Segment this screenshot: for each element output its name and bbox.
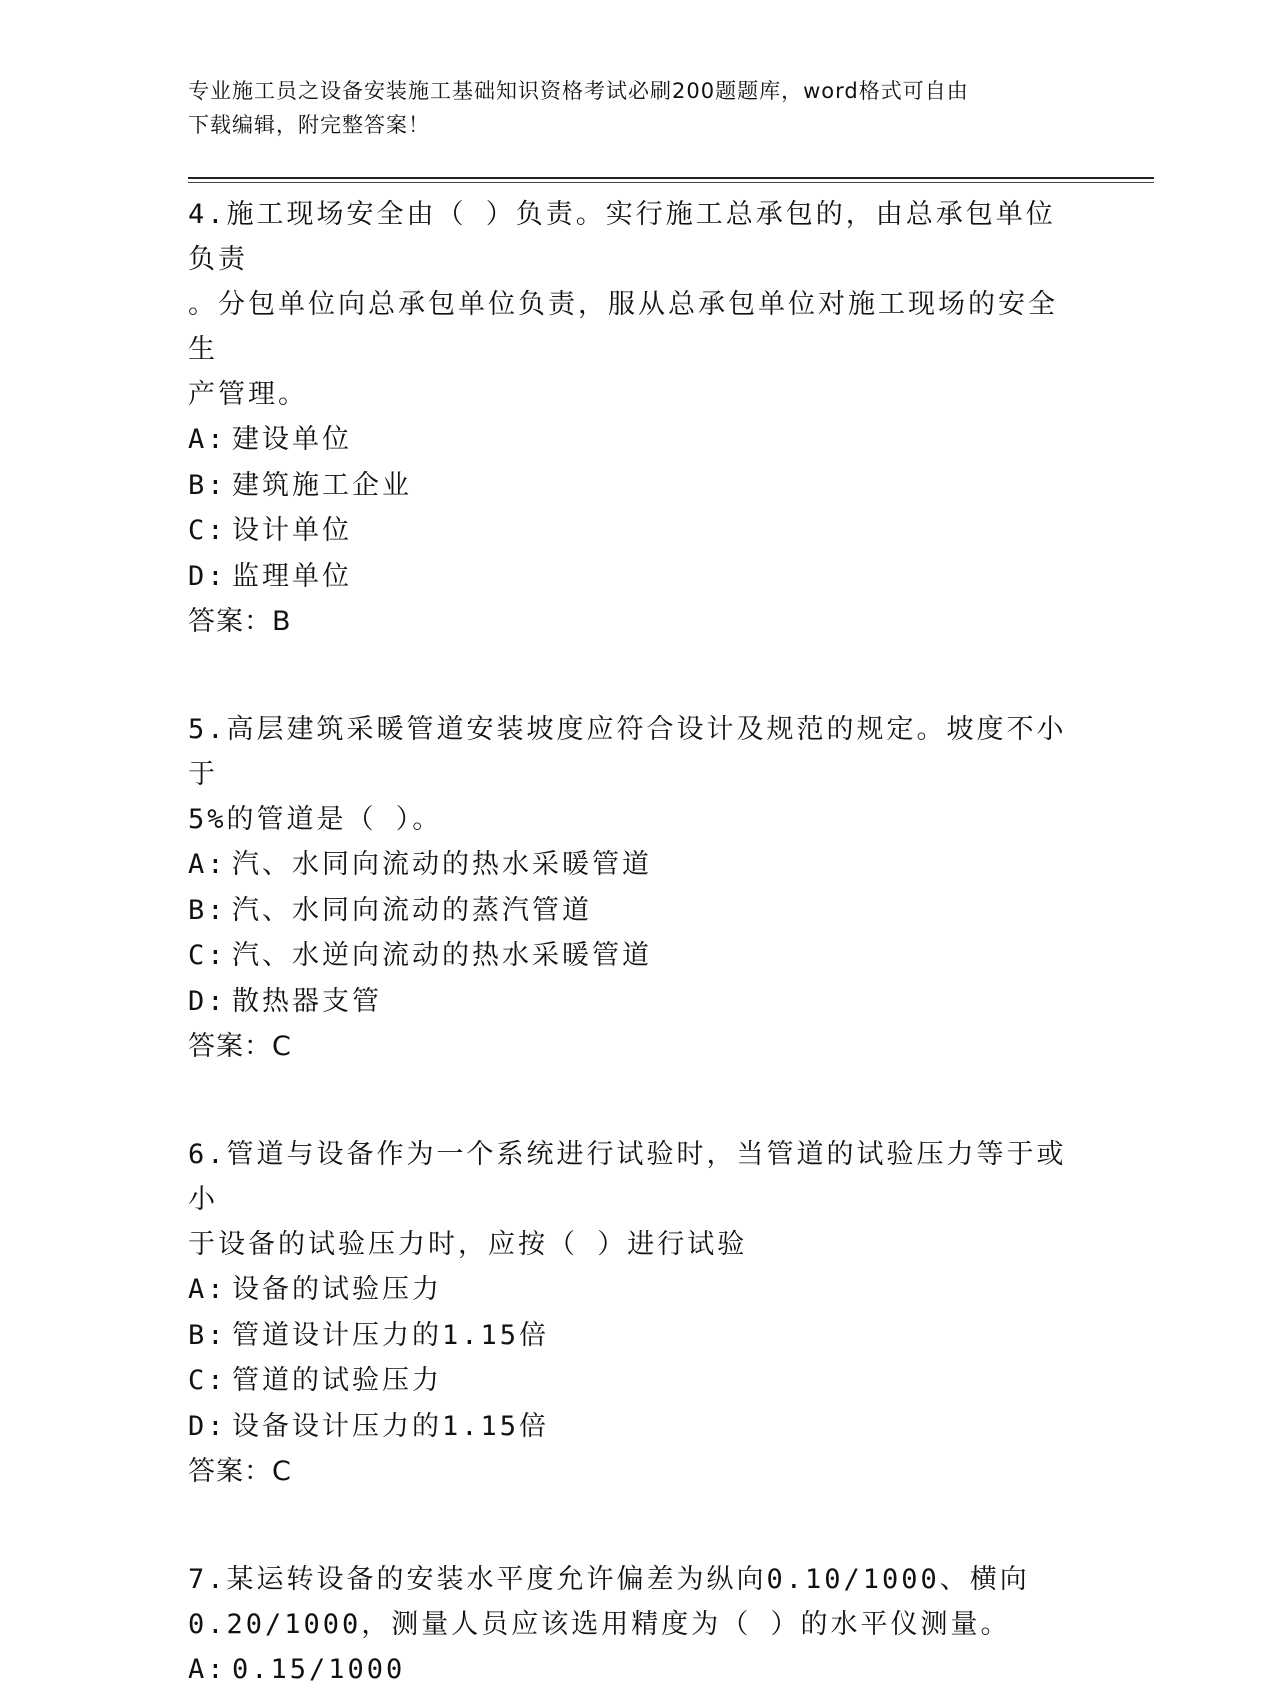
option-c: C: 设计单位 xyxy=(188,515,352,546)
question-6 xyxy=(188,1132,1088,1494)
question-gap xyxy=(188,1494,1088,1557)
header-line-2: 下载编辑，附完整答案！ xyxy=(188,113,430,137)
question-stem-line: 7.某运转设备的安装水平度允许偏差为纵向0.10/1000、横向 xyxy=(188,1564,1030,1595)
option-b: B: 管道设计压力的1.15倍 xyxy=(188,1319,550,1351)
option-d: D: 散热器支管 xyxy=(188,985,382,1017)
option-d: D: 监理单位 xyxy=(188,560,352,592)
answer-line: 答案：C xyxy=(188,1031,292,1062)
option-a: A: 汽、水同向流动的热水采暖管道 xyxy=(188,849,652,880)
header-rule-thick xyxy=(188,177,1154,179)
header-line-1: 专业施工员之设备安装施工基础知识资格考试必刷200题题库，word格式可自由 xyxy=(188,79,969,103)
question-stem-line: 于设备的试验压力时，应按（ ）进行试验 xyxy=(188,1229,748,1260)
answer-line: 答案：C xyxy=(188,1456,292,1487)
header-rule-thin xyxy=(188,182,1154,183)
option-c: C: 管道的试验压力 xyxy=(188,1365,442,1396)
question-stem-line: 0.20/1000，测量人员应该选用精度为（ ）的水平仪测量。 xyxy=(188,1609,1011,1640)
question-5 xyxy=(188,707,1088,1069)
option-d: D: 设备设计压力的1.15倍 xyxy=(188,1410,550,1442)
option-a: A: 建设单位 xyxy=(188,424,352,455)
question-stem-line: 。分包单位向总承包单位负责，服从总承包单位对施工现场的安全生 xyxy=(188,289,1058,365)
question-7 xyxy=(188,1557,1088,1693)
question-list xyxy=(188,192,1088,1693)
question-stem-line: 4.施工现场安全由（ ）负责。实行施工总承包的，由总承包单位负责 xyxy=(188,199,1056,275)
question-stem-line: 5%的管道是（ ）。 xyxy=(188,804,443,835)
option-b: B: 汽、水同向流动的蒸汽管道 xyxy=(188,894,592,926)
answer-line: 答案：B xyxy=(188,606,292,637)
question-stem-line: 产管理。 xyxy=(188,379,308,410)
option-a: A: 设备的试验压力 xyxy=(188,1274,442,1305)
option-b: B: 建筑施工企业 xyxy=(188,469,412,501)
question-gap xyxy=(188,1069,1088,1132)
option-a: A: 0.15/1000 xyxy=(188,1654,406,1685)
option-c: C: 汽、水逆向流动的热水采暖管道 xyxy=(188,940,652,971)
question-stem-line: 6.管道与设备作为一个系统进行试验时，当管道的试验压力等于或小 xyxy=(188,1139,1067,1215)
document-header xyxy=(188,74,1068,142)
question-gap xyxy=(188,644,1088,707)
question-4 xyxy=(188,192,1088,644)
question-stem-line: 5.高层建筑采暖管道安装坡度应符合设计及规范的规定。坡度不小于 xyxy=(188,714,1067,790)
